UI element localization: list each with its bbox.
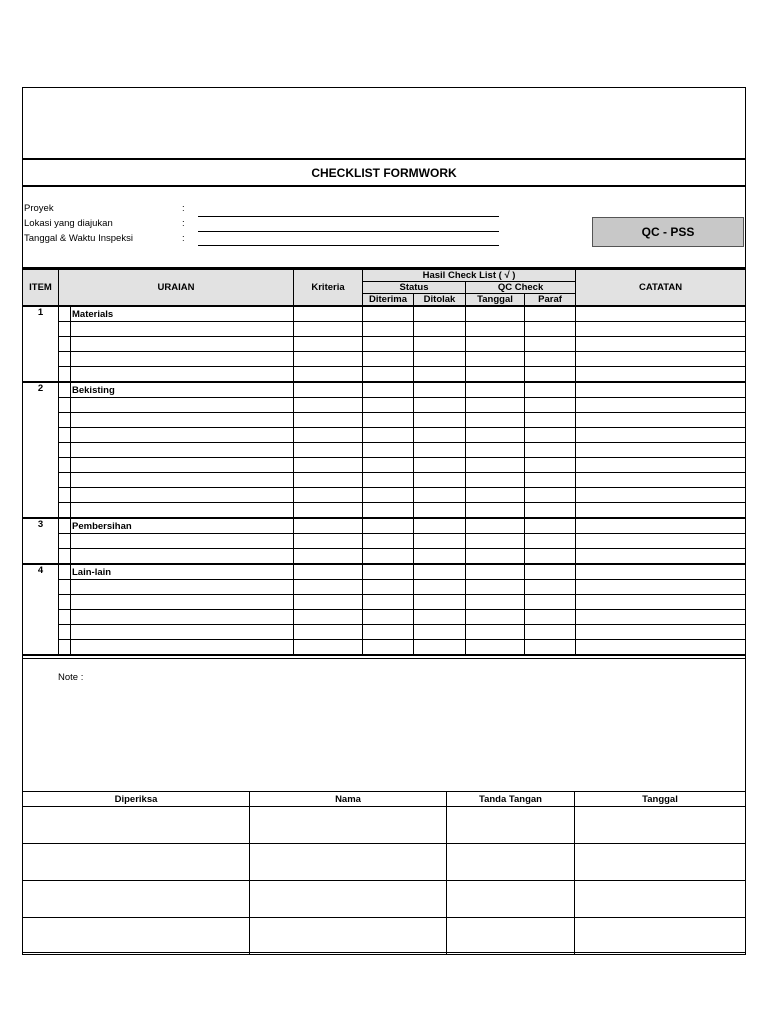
diterima-cell[interactable] xyxy=(363,640,414,656)
uraian-cell[interactable] xyxy=(71,398,294,413)
ditolak-cell[interactable] xyxy=(414,337,466,352)
tanggal-cell[interactable] xyxy=(466,322,525,337)
signature-body xyxy=(23,807,746,955)
kriteria-cell[interactable] xyxy=(294,443,363,458)
ditolak-cell[interactable] xyxy=(414,580,466,595)
tanggal-cell[interactable] xyxy=(466,488,525,503)
field-label-tanggal-waktu: Tanggal & Waktu Inspeksi xyxy=(24,233,133,244)
paraf-cell[interactable] xyxy=(525,322,576,337)
table-row xyxy=(23,458,746,473)
sig-tanggal-cell[interactable] xyxy=(575,807,746,844)
sig-header-nama: Nama xyxy=(250,792,447,807)
tanggal-cell[interactable] xyxy=(466,564,525,580)
tanggal-cell[interactable] xyxy=(466,595,525,610)
table-row xyxy=(23,398,746,413)
diterima-cell[interactable] xyxy=(363,625,414,640)
catatan-cell[interactable] xyxy=(576,610,746,625)
paraf-cell[interactable] xyxy=(525,518,576,534)
diterima-cell[interactable] xyxy=(363,518,414,534)
sig-header-tanda-tangan: Tanda Tangan xyxy=(447,792,575,807)
catatan-cell[interactable] xyxy=(576,458,746,473)
paraf-cell[interactable] xyxy=(525,473,576,488)
sig-tanggal-cell[interactable] xyxy=(575,881,746,918)
section-name: Bekisting xyxy=(71,382,294,398)
diterima-cell[interactable] xyxy=(363,337,414,352)
paraf-cell[interactable] xyxy=(525,458,576,473)
paraf-cell[interactable] xyxy=(525,488,576,503)
catatan-cell[interactable] xyxy=(576,398,746,413)
catatan-cell[interactable] xyxy=(576,428,746,443)
sub-cell xyxy=(59,610,71,625)
diterima-cell[interactable] xyxy=(363,398,414,413)
kriteria-cell[interactable] xyxy=(294,625,363,640)
tanggal-cell[interactable] xyxy=(466,503,525,519)
paraf-cell[interactable] xyxy=(525,564,576,580)
field-line-proyek[interactable] xyxy=(198,216,499,217)
page-title: CHECKLIST FORMWORK xyxy=(311,165,457,180)
sub-cell xyxy=(59,413,71,428)
uraian-cell[interactable] xyxy=(71,458,294,473)
sub-cell xyxy=(59,428,71,443)
ditolak-cell[interactable] xyxy=(414,640,466,656)
tanggal-cell[interactable] xyxy=(466,367,525,383)
sig-nama-cell[interactable] xyxy=(250,881,447,918)
kriteria-cell[interactable] xyxy=(294,503,363,519)
sub-cell xyxy=(59,352,71,367)
ditolak-cell[interactable] xyxy=(414,322,466,337)
paraf-cell[interactable] xyxy=(525,398,576,413)
catatan-cell[interactable] xyxy=(576,534,746,549)
table-row xyxy=(23,367,746,383)
table-row xyxy=(23,503,746,519)
ditolak-cell[interactable] xyxy=(414,549,466,565)
col-header-tanggal: Tanggal xyxy=(466,294,525,307)
catatan-cell[interactable] xyxy=(576,473,746,488)
catatan-cell[interactable] xyxy=(576,580,746,595)
qc-badge: QC - PSS xyxy=(592,217,744,247)
kriteria-cell[interactable] xyxy=(294,580,363,595)
catatan-cell[interactable] xyxy=(576,640,746,656)
paraf-cell[interactable] xyxy=(525,337,576,352)
sig-tanda-tangan-cell[interactable] xyxy=(447,881,575,918)
sub-cell xyxy=(59,518,71,534)
sub-cell xyxy=(59,322,71,337)
ditolak-cell[interactable] xyxy=(414,367,466,383)
item-number: 3 xyxy=(23,518,59,564)
kriteria-cell[interactable] xyxy=(294,564,363,580)
paraf-cell[interactable] xyxy=(525,443,576,458)
diterima-cell[interactable] xyxy=(363,306,414,322)
uraian-cell[interactable] xyxy=(71,367,294,383)
table-row xyxy=(23,337,746,352)
kriteria-cell[interactable] xyxy=(294,610,363,625)
table-row xyxy=(23,473,746,488)
diterima-cell[interactable] xyxy=(363,610,414,625)
diterima-cell[interactable] xyxy=(363,503,414,519)
paraf-cell[interactable] xyxy=(525,428,576,443)
sub-cell xyxy=(59,534,71,549)
uraian-cell[interactable] xyxy=(71,488,294,503)
uraian-cell[interactable] xyxy=(71,473,294,488)
ditolak-cell[interactable] xyxy=(414,625,466,640)
item-number: 2 xyxy=(23,382,59,518)
sub-cell xyxy=(59,625,71,640)
diterima-cell[interactable] xyxy=(363,352,414,367)
paraf-cell[interactable] xyxy=(525,306,576,322)
table-row xyxy=(23,595,746,610)
ditolak-cell[interactable] xyxy=(414,595,466,610)
kriteria-cell[interactable] xyxy=(294,428,363,443)
diterima-cell[interactable] xyxy=(363,458,414,473)
table-row xyxy=(23,382,746,398)
sig-tanggal-cell[interactable] xyxy=(575,918,746,955)
catatan-cell[interactable] xyxy=(576,337,746,352)
table-row xyxy=(23,580,746,595)
uraian-cell[interactable] xyxy=(71,595,294,610)
tanggal-cell[interactable] xyxy=(466,382,525,398)
diterima-cell[interactable] xyxy=(363,534,414,549)
signature-row xyxy=(23,807,746,844)
ditolak-cell[interactable] xyxy=(414,398,466,413)
uraian-cell[interactable] xyxy=(71,580,294,595)
table-row xyxy=(23,413,746,428)
tanggal-cell[interactable] xyxy=(466,443,525,458)
table-row xyxy=(23,322,746,337)
diterima-cell[interactable] xyxy=(363,473,414,488)
section-name: Materials xyxy=(71,306,294,322)
signature-row xyxy=(23,844,746,881)
tanggal-cell[interactable] xyxy=(466,398,525,413)
paraf-cell[interactable] xyxy=(525,367,576,383)
sub-cell xyxy=(59,337,71,352)
paraf-cell[interactable] xyxy=(525,352,576,367)
paraf-cell[interactable] xyxy=(525,640,576,656)
field-sep-proyek: : xyxy=(182,203,185,214)
sig-header-diperiksa: Diperiksa xyxy=(23,792,250,807)
paraf-cell[interactable] xyxy=(525,503,576,519)
sub-cell xyxy=(59,549,71,565)
ditolak-cell[interactable] xyxy=(414,306,466,322)
diterima-cell[interactable] xyxy=(363,595,414,610)
kriteria-cell[interactable] xyxy=(294,534,363,549)
sub-cell xyxy=(59,458,71,473)
col-header-paraf: Paraf xyxy=(525,294,576,307)
kriteria-cell[interactable] xyxy=(294,518,363,534)
catatan-cell[interactable] xyxy=(576,413,746,428)
diterima-cell[interactable] xyxy=(363,580,414,595)
signature-row xyxy=(23,881,746,918)
kriteria-cell[interactable] xyxy=(294,549,363,565)
table-row xyxy=(23,443,746,458)
item-number: 1 xyxy=(23,306,59,382)
ditolak-cell[interactable] xyxy=(414,610,466,625)
uraian-cell[interactable] xyxy=(71,352,294,367)
diterima-cell[interactable] xyxy=(363,322,414,337)
col-header-kriteria: Kriteria xyxy=(294,270,363,307)
kriteria-cell[interactable] xyxy=(294,382,363,398)
catatan-cell[interactable] xyxy=(576,625,746,640)
kriteria-cell[interactable] xyxy=(294,398,363,413)
sub-cell xyxy=(59,488,71,503)
kriteria-cell[interactable] xyxy=(294,595,363,610)
catatan-cell[interactable] xyxy=(576,367,746,383)
sig-diperiksa-cell[interactable] xyxy=(23,881,250,918)
table-row xyxy=(23,610,746,625)
table-row xyxy=(23,564,746,580)
catatan-cell[interactable] xyxy=(576,322,746,337)
sig-header-tanggal: Tanggal xyxy=(575,792,746,807)
uraian-cell[interactable] xyxy=(71,428,294,443)
catatan-cell[interactable] xyxy=(576,488,746,503)
uraian-cell[interactable] xyxy=(71,503,294,519)
field-line-lokasi[interactable] xyxy=(198,231,499,232)
catatan-cell[interactable] xyxy=(576,443,746,458)
table-row xyxy=(23,534,746,549)
tanggal-cell[interactable] xyxy=(466,306,525,322)
catatan-cell[interactable] xyxy=(576,503,746,519)
paraf-cell[interactable] xyxy=(525,534,576,549)
paraf-cell[interactable] xyxy=(525,549,576,565)
sig-tanda-tangan-cell[interactable] xyxy=(447,807,575,844)
paraf-cell[interactable] xyxy=(525,382,576,398)
catatan-cell[interactable] xyxy=(576,549,746,565)
paraf-cell[interactable] xyxy=(525,413,576,428)
table-row xyxy=(23,549,746,565)
uraian-cell[interactable] xyxy=(71,413,294,428)
ditolak-cell[interactable] xyxy=(414,458,466,473)
sub-cell xyxy=(59,595,71,610)
ditolak-cell[interactable] xyxy=(414,352,466,367)
tanggal-cell[interactable] xyxy=(466,534,525,549)
ditolak-cell[interactable] xyxy=(414,413,466,428)
uraian-cell[interactable] xyxy=(71,322,294,337)
tanggal-cell[interactable] xyxy=(466,625,525,640)
col-header-item: ITEM xyxy=(23,270,59,307)
tanggal-cell[interactable] xyxy=(466,428,525,443)
kriteria-cell[interactable] xyxy=(294,306,363,322)
kriteria-cell[interactable] xyxy=(294,640,363,656)
ditolak-cell[interactable] xyxy=(414,534,466,549)
sub-cell xyxy=(59,640,71,656)
kriteria-cell[interactable] xyxy=(294,488,363,503)
uraian-cell[interactable] xyxy=(71,337,294,352)
paraf-cell[interactable] xyxy=(525,595,576,610)
col-header-status: Status xyxy=(363,282,466,294)
col-header-diterima: Diterima xyxy=(363,294,414,307)
tanggal-cell[interactable] xyxy=(466,473,525,488)
sig-tanda-tangan-cell[interactable] xyxy=(447,844,575,881)
sub-cell xyxy=(59,306,71,322)
sig-nama-cell[interactable] xyxy=(250,807,447,844)
sig-nama-cell[interactable] xyxy=(250,844,447,881)
kriteria-cell[interactable] xyxy=(294,413,363,428)
sig-tanda-tangan-cell[interactable] xyxy=(447,918,575,955)
kriteria-cell[interactable] xyxy=(294,322,363,337)
sub-cell xyxy=(59,398,71,413)
section-name: Lain-lain xyxy=(71,564,294,580)
tanggal-cell[interactable] xyxy=(466,458,525,473)
tanggal-cell[interactable] xyxy=(466,352,525,367)
uraian-cell[interactable] xyxy=(71,534,294,549)
ditolak-cell[interactable] xyxy=(414,564,466,580)
kriteria-cell[interactable] xyxy=(294,352,363,367)
diterima-cell[interactable] xyxy=(363,413,414,428)
checklist-body xyxy=(23,306,746,659)
kriteria-cell[interactable] xyxy=(294,458,363,473)
uraian-cell[interactable] xyxy=(71,625,294,640)
sig-nama-cell[interactable] xyxy=(250,918,447,955)
table-row xyxy=(23,352,746,367)
signature-table xyxy=(22,791,746,955)
kriteria-cell[interactable] xyxy=(294,337,363,352)
sig-diperiksa-cell[interactable] xyxy=(23,844,250,881)
diterima-cell[interactable] xyxy=(363,382,414,398)
table-row xyxy=(23,518,746,534)
table-row xyxy=(23,428,746,443)
catatan-cell[interactable] xyxy=(576,595,746,610)
sub-cell xyxy=(59,564,71,580)
table-row xyxy=(23,625,746,640)
tanggal-cell[interactable] xyxy=(466,337,525,352)
ditolak-cell[interactable] xyxy=(414,473,466,488)
table-end-rule xyxy=(23,655,746,659)
item-number: 4 xyxy=(23,564,59,655)
ditolak-cell[interactable] xyxy=(414,428,466,443)
note-label: Note : xyxy=(58,672,84,683)
uraian-cell[interactable] xyxy=(71,549,294,565)
uraian-cell[interactable] xyxy=(71,610,294,625)
field-label-proyek: Proyek xyxy=(24,203,54,214)
field-sep-tanggal-waktu: : xyxy=(182,233,185,244)
sub-cell xyxy=(59,473,71,488)
ditolak-cell[interactable] xyxy=(414,382,466,398)
sub-cell xyxy=(59,367,71,383)
section-name: Pembersihan xyxy=(71,518,294,534)
catatan-cell[interactable] xyxy=(576,518,746,534)
table-end-cell xyxy=(23,655,746,659)
tanggal-cell[interactable] xyxy=(466,610,525,625)
diterima-cell[interactable] xyxy=(363,549,414,565)
diterima-cell[interactable] xyxy=(363,367,414,383)
sub-cell xyxy=(59,443,71,458)
uraian-cell[interactable] xyxy=(71,640,294,656)
paraf-cell[interactable] xyxy=(525,580,576,595)
col-header-uraian: URAIAN xyxy=(59,270,294,307)
field-label-lokasi: Lokasi yang diajukan xyxy=(24,218,113,229)
tanggal-cell[interactable] xyxy=(466,413,525,428)
ditolak-cell[interactable] xyxy=(414,443,466,458)
sub-cell xyxy=(59,503,71,519)
sub-cell xyxy=(59,382,71,398)
catatan-cell[interactable] xyxy=(576,306,746,322)
diterima-cell[interactable] xyxy=(363,564,414,580)
checklist-table xyxy=(22,269,746,659)
catatan-cell[interactable] xyxy=(576,352,746,367)
sig-diperiksa-cell[interactable] xyxy=(23,807,250,844)
catatan-cell[interactable] xyxy=(576,382,746,398)
uraian-cell[interactable] xyxy=(71,443,294,458)
sub-cell xyxy=(59,580,71,595)
col-header-ditolak: Ditolak xyxy=(414,294,466,307)
kriteria-cell[interactable] xyxy=(294,473,363,488)
diterima-cell[interactable] xyxy=(363,488,414,503)
signature-row xyxy=(23,918,746,955)
ditolak-cell[interactable] xyxy=(414,503,466,519)
col-header-qc-check: QC Check xyxy=(466,282,576,294)
field-line-tanggal-waktu[interactable] xyxy=(198,245,499,246)
field-sep-lokasi: : xyxy=(182,218,185,229)
ditolak-cell[interactable] xyxy=(414,488,466,503)
table-row xyxy=(23,640,746,656)
catatan-cell[interactable] xyxy=(576,564,746,580)
sig-diperiksa-cell[interactable] xyxy=(23,918,250,955)
sig-tanggal-cell[interactable] xyxy=(575,844,746,881)
kriteria-cell[interactable] xyxy=(294,367,363,383)
tanggal-cell[interactable] xyxy=(466,518,525,534)
tanggal-cell[interactable] xyxy=(466,580,525,595)
table-row xyxy=(23,306,746,322)
col-header-hasil: Hasil Check List ( √ ) xyxy=(363,270,576,282)
tanggal-cell[interactable] xyxy=(466,549,525,565)
diterima-cell[interactable] xyxy=(363,428,414,443)
col-header-catatan: CATATAN xyxy=(576,270,746,307)
paraf-cell[interactable] xyxy=(525,610,576,625)
tanggal-cell[interactable] xyxy=(466,640,525,656)
diterima-cell[interactable] xyxy=(363,443,414,458)
paraf-cell[interactable] xyxy=(525,625,576,640)
ditolak-cell[interactable] xyxy=(414,518,466,534)
table-row xyxy=(23,488,746,503)
